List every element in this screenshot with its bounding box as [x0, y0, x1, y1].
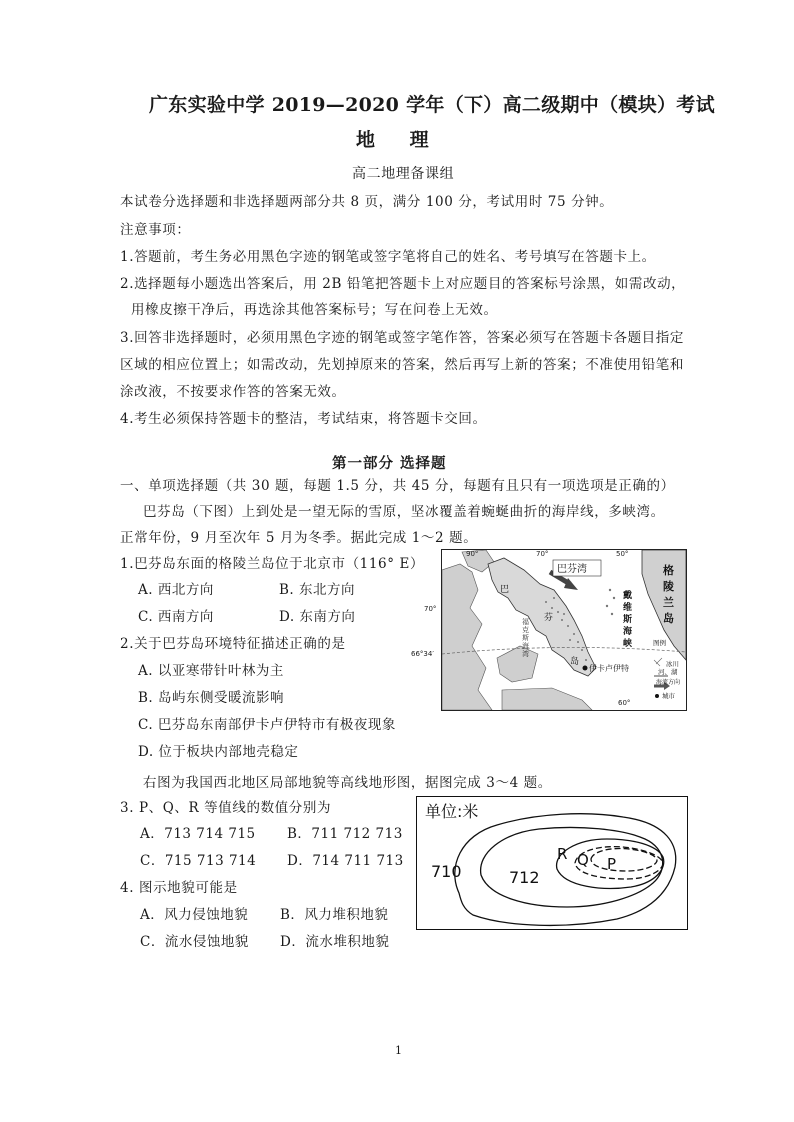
greenland-label-4: 岛 [663, 612, 674, 625]
q3-option-a: A．713 714 715 [140, 826, 256, 842]
note-3-line1: 3.回答非选择题时，必须用黑色字迹的钢笔或签字笔作答，答案必须写在答题卡各题目指定 [120, 330, 684, 346]
material-1-line2: 正常年份，9 月至次年 5 月为冬季。据此完成 1～2 题。 [120, 530, 478, 546]
legend-current: 海流方向 [656, 679, 681, 686]
q3-option-c: C．715 713 714 [140, 853, 257, 869]
page-number: 1 [395, 1044, 402, 1057]
baffin-map-svg [442, 550, 686, 710]
section-intro: 一、单项选择题（共 30 题，每题 1.5 分，共 45 分，每题有且只有一项选项是正确的） [120, 478, 675, 494]
q2-stem: 2.关于巴芬岛环境特征描述正确的是 [120, 636, 346, 652]
q2-option-a: A. 以亚寒带针叶林为主 [138, 663, 284, 679]
davis-label-5: 峡 [623, 639, 633, 649]
legend-glacier: 冰川 [666, 660, 679, 668]
q2-option-b: B. 岛屿东侧受暖流影响 [138, 690, 285, 706]
foxe-label-1: 福 [522, 618, 529, 626]
davis-label-4: 海 [623, 627, 633, 637]
q2-option-d: D. 位于板块内部地壳稳定 [138, 744, 299, 760]
legend-city: 城市 [662, 692, 675, 700]
q1-option-b: B. 东北方向 [279, 582, 356, 598]
contour-p-label: P [607, 855, 617, 873]
davis-label-3: 斯 [623, 615, 633, 625]
lon-50-label: 50° [616, 550, 629, 558]
material-2: 右图为我国西北地区局部地貌等高线地形图，据图完成 3～4 题。 [143, 775, 552, 791]
note-3-line2: 区域的相应位置上；如需改动，先划掉原来的答案，然后再写上新的答案；不准使用铅笔和 [120, 357, 684, 373]
notes-title: 注意事项： [120, 222, 191, 238]
q1-option-c: C. 西南方向 [138, 609, 214, 625]
note-4: 4.考生必须保持答题卡的整洁，考试结束，将答题卡交回。 [120, 411, 487, 427]
exam-title: 广东实验中学 2019—2020 学年（下）高二级期中（模块）考试 [149, 94, 715, 116]
material-1-line1: 巴芬岛（下图）上到处是一望无际的雪原，坚冰覆盖着蜿蜒曲折的海岸线，多峡湾。 [143, 504, 665, 520]
q1-stem: 1.巴芬岛东面的格陵兰岛位于北京市（116° E） [120, 556, 425, 572]
lat-60-label: 60° [618, 699, 631, 707]
foxe-label-4: 海 [522, 642, 529, 650]
baffin-island-map [441, 549, 687, 711]
unit-label: 单位:米 [425, 802, 479, 821]
q4-option-a: A．风力侵蚀地貌 [140, 907, 249, 923]
lat-70-label: 70° [424, 605, 437, 613]
contour-712 [481, 827, 663, 907]
greenland-label-1: 格 [663, 564, 674, 577]
q4-option-c: C．流水侵蚀地貌 [140, 934, 249, 950]
prep-group: 高二地理备课组 [352, 166, 455, 182]
baffin-bay-label: 巴芬湾 [557, 564, 587, 575]
contour-710-label: 710 [431, 862, 462, 881]
q1-option-d: D. 东南方向 [279, 609, 356, 625]
q1-option-a: A. 西北方向 [138, 582, 214, 598]
davis-label-2: 维 [623, 603, 633, 613]
contour-r-label: R [557, 845, 568, 863]
contour-712-label: 712 [509, 868, 540, 887]
iqaluit-label: 伊卡卢伊特 [589, 664, 629, 673]
legend-rivers: 河、湖 [658, 668, 678, 676]
lon-90-label: 90° [466, 550, 479, 558]
contour-svg [417, 797, 686, 928]
note-2-line2: 用橡皮擦干净后，再选涂其他答案标号；写在问卷上无效。 [131, 302, 498, 318]
lat-6634-label: 66°34′ [411, 650, 434, 658]
note-3-line3: 涂改液，不按要求作答的答案无效。 [120, 384, 346, 400]
baffin-label-3: 岛 [570, 657, 580, 667]
lon-70-label: 70° [536, 550, 549, 558]
contour-q-label: Q [577, 851, 589, 869]
legend-title: 图例 [653, 639, 666, 647]
q4-option-b: B．风力堆积地貌 [280, 907, 389, 923]
q3-option-d: D．714 711 713 [287, 853, 404, 869]
q3-option-b: B．711 712 713 [287, 826, 403, 842]
note-1: 1.答题前，考生务必用黑色字迹的钢笔或签字笔将自己的姓名、考号填写在答题卡上。 [120, 249, 656, 265]
subject-title: 地 理 [356, 129, 443, 151]
iqaluit-city-dot [583, 666, 588, 671]
note-2-line1: 2.选择题每小题选出答案后，用 2B 铅笔把答题卡上对应题目的答案标号涂黑，如需改动， [120, 276, 686, 292]
exam-intro: 本试卷分选择题和非选择题两部分共 8 页，满分 100 分，考试用时 75 分钟。 [120, 194, 614, 210]
part1-heading: 第一部分 选择题 [332, 455, 447, 472]
foxe-label-3: 斯 [522, 634, 529, 642]
q2-option-c: C. 巴芬岛东南部伊卡卢伊特市有极夜现象 [138, 717, 396, 733]
baffin-label-2: 芬 [544, 613, 554, 623]
greenland-label-2: 陵 [663, 580, 674, 593]
greenland-label-3: 兰 [663, 596, 674, 609]
q3-stem: 3. P、Q、R 等值线的数值分别为 [120, 800, 332, 816]
q4-stem: 4. 图示地貌可能是 [120, 880, 238, 896]
davis-label-1: 戴 [623, 591, 633, 601]
contour-map [416, 796, 688, 930]
baffin-label-1: 巴 [500, 585, 510, 595]
q4-option-d: D．流水堆积地貌 [280, 934, 390, 950]
foxe-label-2: 克 [522, 626, 529, 634]
foxe-label-5: 湾 [522, 650, 529, 658]
contour-p [591, 848, 657, 871]
